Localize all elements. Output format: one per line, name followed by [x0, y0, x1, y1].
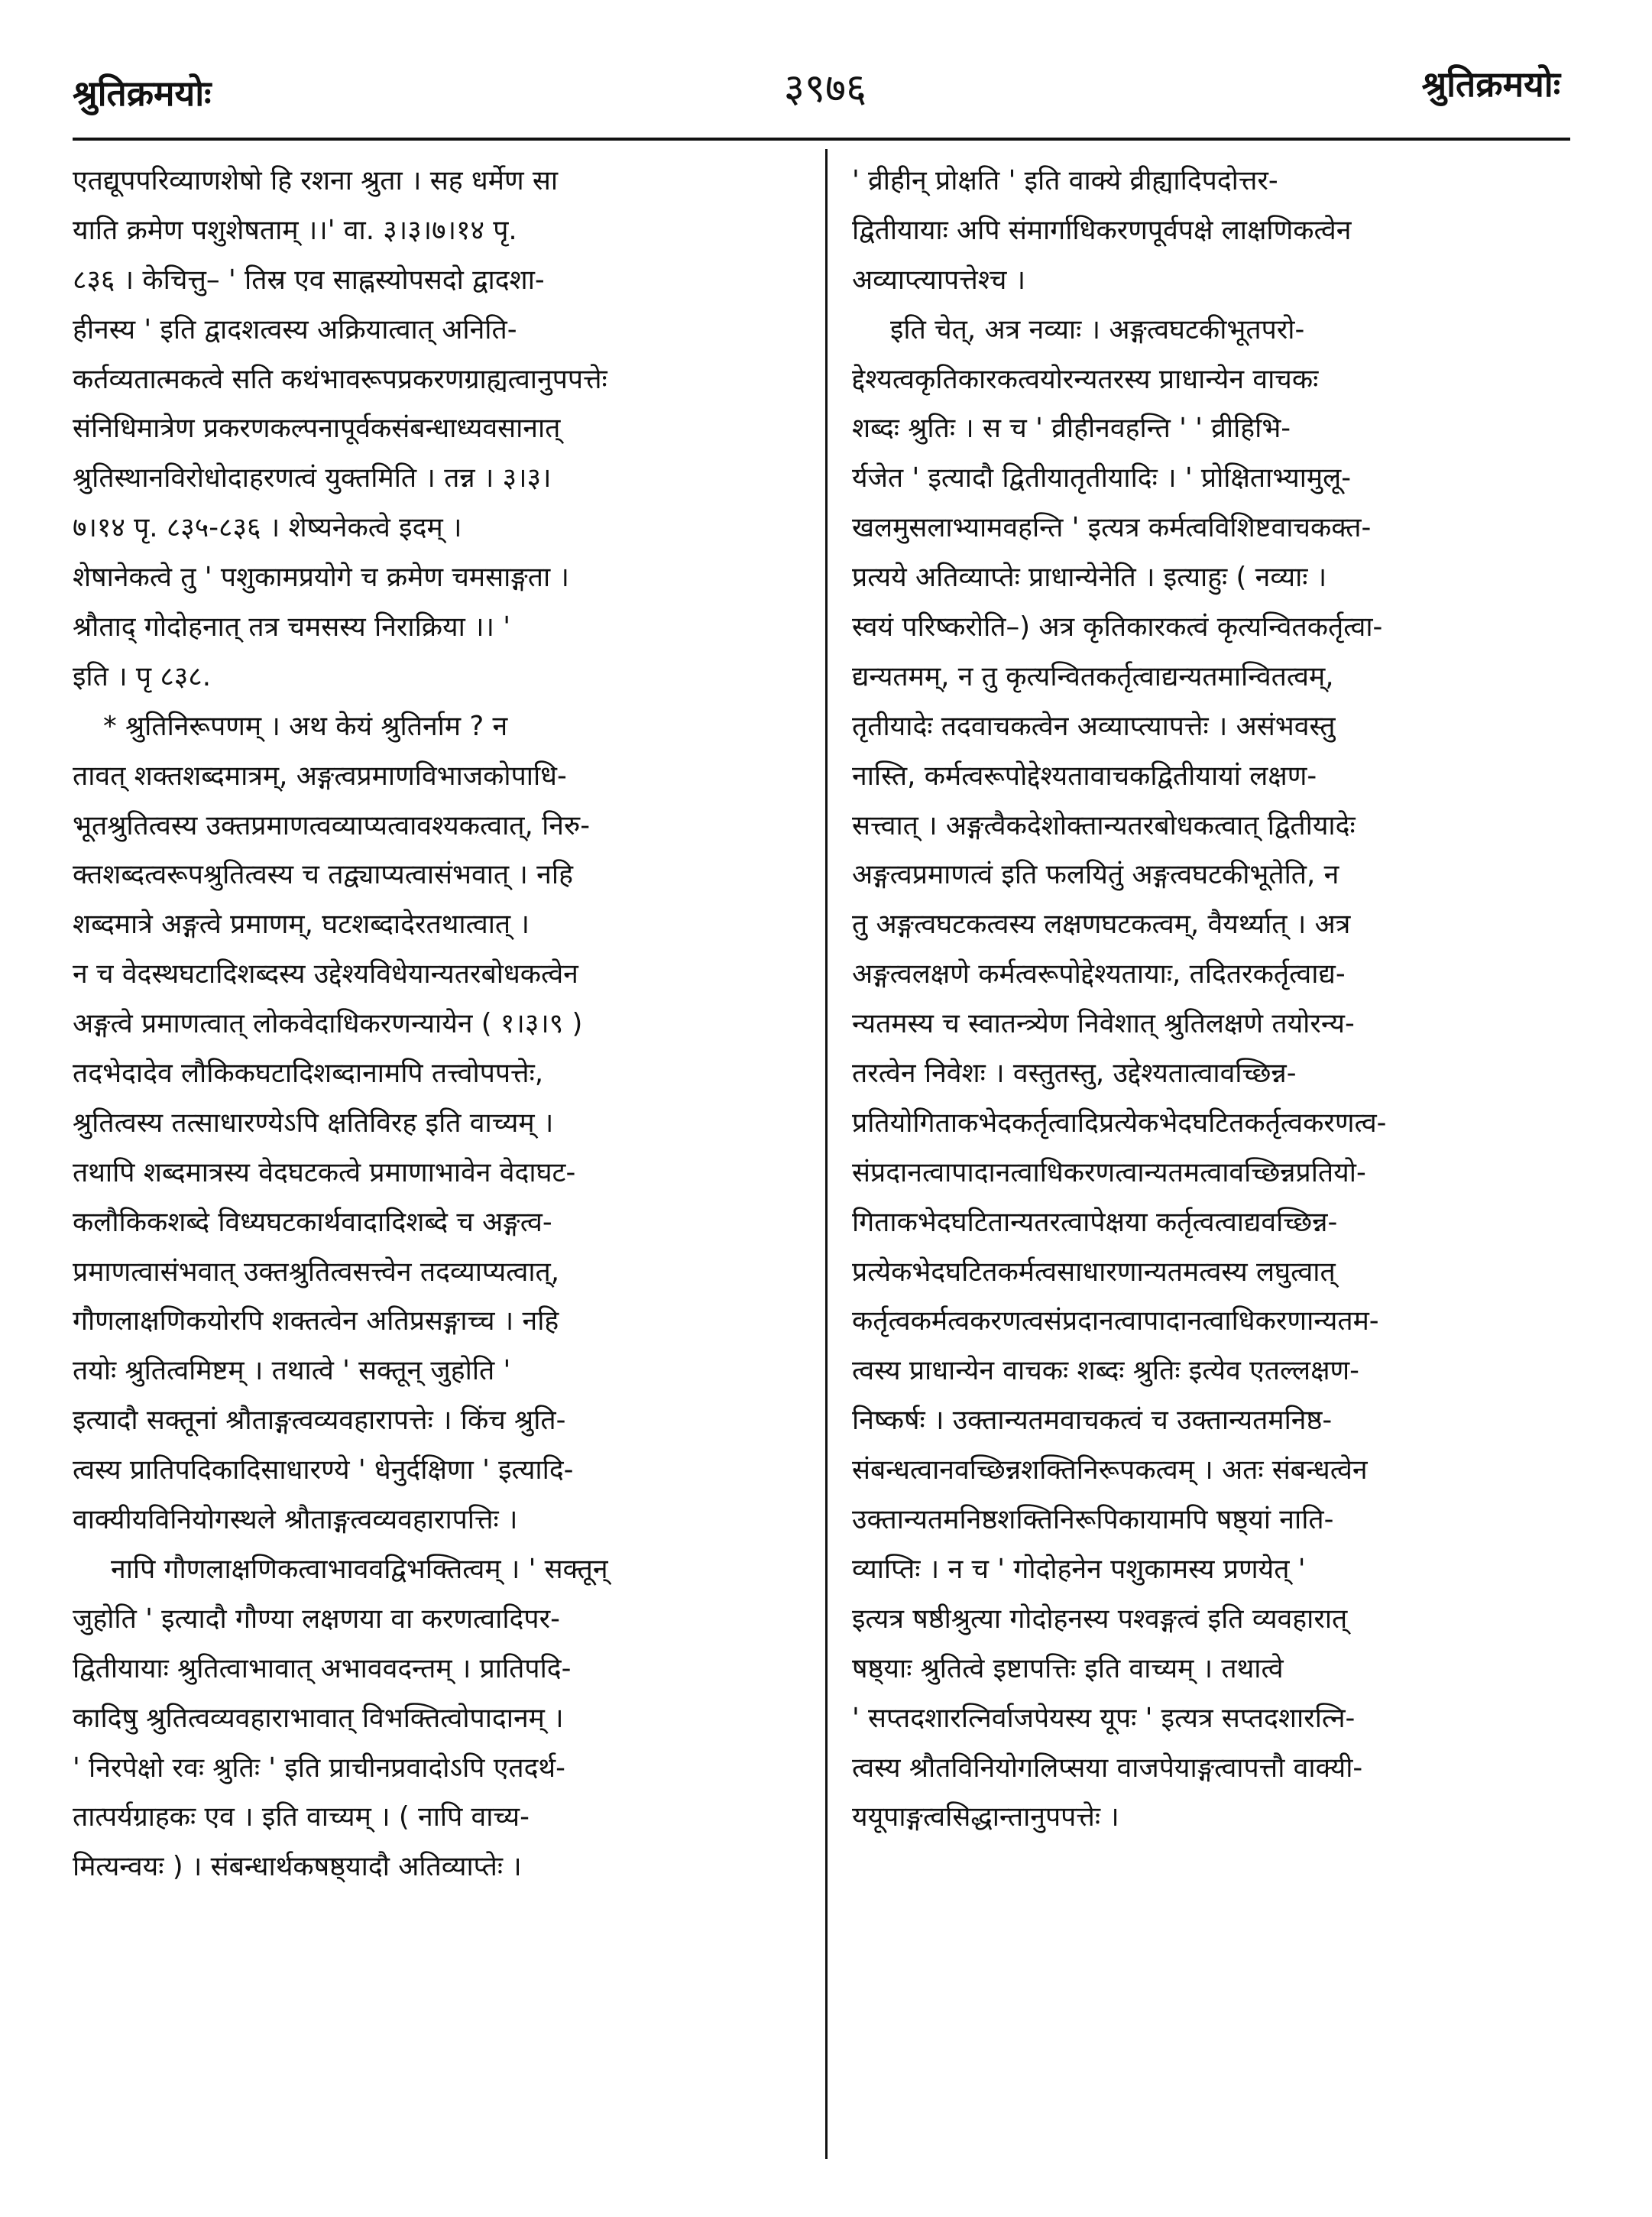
section-heading-line: * श्रुतिनिरूपणम् । अथ केयं श्रुतिर्नाम ? न — [103, 710, 508, 742]
text-line: द्देश्यत्वकृतिकारकत्वयोरन्यतरस्य प्राधान्येन वाचकः — [852, 363, 1319, 395]
text-line: स्वयं परिष्करोति–) अत्र कृतिकारकत्वं कृत्यन्वितकर्तृत्वा- — [852, 611, 1383, 643]
page-header — [0, 46, 1652, 130]
text-line: गौणलाक्षणिकयोरपि शक्तत्वेन अतिप्रसङ्गाच्च । नहि — [73, 1305, 559, 1337]
text-line: त्वस्य श्रौतविनियोगलिप्सया वाजपेयाङ्गत्वापत्तौ वाक्यी- — [852, 1752, 1363, 1784]
text-line: अङ्गत्वे प्रमाणत्वात् लोकवेदाधिकरणन्यायेन ( १।३।९ ) — [73, 1008, 583, 1040]
text-line: कर्तृत्वकर्मत्वकरणत्वसंप्रदानत्वापादानत्वाधिकरणान्यतम- — [852, 1305, 1379, 1337]
text-line: षष्ठ्याः श्रुतित्वे इष्टापत्तिः इति वाच्यम् । तथात्वे — [852, 1652, 1284, 1684]
text-line: प्रतियोगिताकभेदकर्तृत्वादिप्रत्येकभेदघटितकर्तृत्वकरणत्व- — [852, 1107, 1387, 1139]
text-line: त्वस्य प्रातिपदिकादिसाधारण्ये ' धेनुर्दक्षिणा ' इत्यादि- — [73, 1454, 574, 1486]
text-line: अव्याप्त्यापत्तेश्च । — [852, 264, 1026, 296]
text-line: द्यन्यतमम्, न तु कृत्यन्वितकर्तृत्वाद्यन्यतमान्वितत्वम्, — [852, 660, 1334, 692]
text-line: प्रत्येकभेदघटितकर्मत्वसाधारणान्यतमत्वस्य लघुत्वात् — [852, 1256, 1336, 1288]
page-number: ३९७६ — [783, 66, 867, 112]
text-line: इति । पृ ८३८. — [73, 660, 211, 692]
text-line: श्रुतिस्थानविरोधोदाहरणत्वं युक्तमिति । तन्न । ३।३। — [73, 462, 552, 494]
running-head-right: श्रुतिक्रमयोः — [1421, 63, 1560, 105]
text-line: तु अङ्गत्वघटकत्वस्य लक्षणघटकत्वम्, वैयर्थ्यात् । अत्र — [852, 909, 1351, 941]
text-line: शेषानेकत्वे तु ' पशुकामप्रयोगे च क्रमेण चमसाङ्गता । — [73, 562, 569, 594]
text-line: शब्दः श्रुतिः । स च ' व्रीहीनवहन्ति ' ' व्रीहिभि- — [852, 413, 1291, 445]
text-line: ' सप्तदशारत्निर्वाजपेयस्य यूपः ' इत्यत्र सप्तदशारत्नि- — [852, 1702, 1356, 1734]
text-line: तृतीयादेः तदवाचकत्वेन अव्याप्त्यापत्तेः । असंभवस्तु — [852, 710, 1336, 742]
text-line: खलमुसलाभ्यामवहन्ति ' इत्यत्र कर्मत्वविशिष्टवाचकक्त- — [852, 512, 1372, 544]
text-line: हीनस्य ' इति द्वादशत्वस्य अक्रियात्वात् अनिति- — [73, 313, 517, 345]
text-line: गिताकभेदघटितान्यतरत्वापेक्षया कर्तृत्वत्वाद्यवच्छिन्न- — [852, 1206, 1338, 1238]
text-line: अङ्गत्वप्रमाणत्वं इति फलयितुं अङ्गत्वघटकीभूतेति, न — [852, 859, 1339, 891]
left-column — [73, 157, 795, 1892]
text-line: याति क्रमेण पशुशेषताम् ।।' वा. ३।३।७।१४ पृ. — [73, 214, 517, 246]
text-line: प्रमाणत्वासंभवात् उक्तश्रुतित्वसत्त्वेन तदव्याप्यत्वात्, — [73, 1256, 560, 1288]
header-rule — [73, 138, 1570, 141]
text-line: भूतश्रुतित्वस्य उक्तप्रमाणत्वव्याप्यत्वावश्यकत्वात्, निरु- — [73, 809, 591, 841]
text-line: नास्ति, कर्मत्वरूपोद्देश्यतावाचकद्वितीयायां लक्षण- — [852, 760, 1317, 792]
text-line: कलौकिकशब्दे विध्यघटकार्थवादादिशब्दे च अङ्गत्व- — [73, 1206, 552, 1238]
text-line: ' व्रीहीन् प्रोक्षति ' इति वाक्ये व्रीह्यादिपदोत्तर- — [852, 165, 1278, 196]
text-line: त्वस्य प्राधान्येन वाचकः शब्दः श्रुतिः इत्येव एतल्लक्षण- — [852, 1355, 1359, 1387]
text-line: शब्दमात्रे अङ्गत्वे प्रमाणम्, घटशब्दादेरतथात्वात् । — [73, 909, 530, 941]
text-line: अङ्गत्वलक्षणे कर्मत्वरूपोद्देश्यतायाः, तदितरकर्तृत्वाद्य- — [852, 958, 1346, 990]
text-line: तावत् शक्तशब्दमात्रम्, अङ्गत्वप्रमाणविभाजकोपाधि- — [73, 760, 567, 792]
text-line: निष्कर्षः । उक्तान्यतमवाचकत्वं च उक्तान्यतमनिष्ठ- — [852, 1405, 1333, 1437]
column-divider — [825, 149, 828, 2159]
text-line: तात्पर्यग्राहकः एव । इति वाच्यम् । ( नापि वाच्य- — [73, 1801, 530, 1833]
text-line: जुहोति ' इत्यादौ गौण्या लक्षणया वा करणत्वादिपर- — [73, 1603, 560, 1635]
text-line: न्यतमस्य च स्वातन्त्र्येण निवेशात् श्रुतिलक्षणे तयोरन्य- — [852, 1008, 1355, 1040]
text-line: तथापि शब्दमात्रस्य वेदघटकत्वे प्रमाणाभावेन वेदाघट- — [73, 1156, 576, 1188]
text-line: तरत्वेन निवेशः । वस्तुतस्तु, उद्देश्यतात्वावच्छिन्न- — [852, 1058, 1297, 1090]
running-head-left: श्रुतिक्रमयोः — [73, 73, 212, 114]
text-line: वाक्यीयविनियोगस्थले श्रौताङ्गत्वव्यवहारापत्तिः । — [73, 1504, 518, 1536]
text-line: तदभेदादेव लौकिकघटादिशब्दानामपि तत्त्वोपपत्तेः, — [73, 1058, 544, 1090]
text-line: उक्तान्यतमनिष्ठशक्तिनिरूपिकायामपि षष्ठ्यां नाति- — [852, 1504, 1334, 1536]
text-line: ८३६ । केचित्तु– ' तिस्र एव साह्नस्योपसदो द्वादशा- — [73, 264, 545, 296]
text-line: कर्तव्यतात्मकत्वे सति कथंभावरूपप्रकरणग्राह्यत्वानुपपत्तेः — [73, 363, 607, 395]
text-line: श्रौताद् गोदोहनात् तत्र चमसस्य निराक्रिया ।। ' — [73, 611, 511, 643]
text-line: इत्यत्र षष्ठीश्रुत्या गोदोहनस्य पश्वङ्गत्वं इति व्यवहारात् — [852, 1603, 1348, 1635]
text-line: संनिधिमात्रेण प्रकरणकल्पनापूर्वकसंबन्धाध्यवसानात् — [73, 413, 561, 445]
text-line: द्वितीयायाः श्रुतित्वाभावात् अभाववदन्तम् । प्रातिपदि- — [73, 1652, 572, 1684]
text-line: प्रत्यये अतिव्याप्तेः प्राधान्येनेति । इत्याहुः ( नव्याः । — [852, 562, 1327, 594]
text-line: व्याप्तिः । न च ' गोदोहनेन पशुकामस्य प्रणयेत् ' — [852, 1553, 1306, 1585]
text-line: मित्यन्वयः ) । संबन्धार्थकषष्ठ्यादौ अतिव्याप्तेः । — [73, 1851, 522, 1883]
paragraph-start-line: नापि गौणलाक्षणिकत्वाभाववद्विभक्तित्वम् । ' सक्तून् — [111, 1553, 608, 1585]
text-line: क्तशब्दत्वरूपश्रुतित्वस्य च तद्व्याप्यत्वासंभवात् । नहि — [73, 859, 573, 891]
text-line: श्रुतित्वस्य तत्साधारण्येऽपि क्षतिविरह इति वाच्यम् । — [73, 1107, 554, 1139]
text-line: तयोः श्रुतित्वमिष्टम् । तथात्वे ' सक्तून् जुहोति ' — [73, 1355, 511, 1387]
text-line: एतद्यूपपरिव्याणशेषो हि रशना श्रुता । सह धर्मेण सा — [73, 165, 559, 196]
text-line: न च वेदस्थघटादिशब्दस्य उद्देश्यविधेयान्यतरबोधकत्वेन — [73, 958, 578, 990]
text-line: ययूपाङ्गत्वसिद्धान्तानुपपत्तेः । — [852, 1801, 1119, 1833]
text-line: सत्त्वात् । अङ्गत्वैकदेशोक्तान्यतरबोधकत्वात् द्वितीयादेः — [852, 809, 1356, 841]
text-line: र्यजेत ' इत्यादौ द्वितीयातृतीयादिः । ' प्रोक्षिताभ्यामुलू- — [852, 462, 1352, 494]
right-column — [852, 157, 1574, 1843]
text-line: ७।१४ पृ. ८३५-८३६ । शेष्यनेकत्वे इदम् । — [73, 512, 462, 544]
paragraph-start-line: इति चेत्, अत्र नव्याः । अङ्गत्वघटकीभूतपरो- — [890, 313, 1305, 345]
text-line: ' निरपेक्षो रवः श्रुतिः ' इति प्राचीनप्रवादोऽपि एतदर्थ- — [73, 1752, 565, 1784]
text-line: संबन्धत्वानवच्छिन्नशक्तिनिरूपकत्वम् । अतः संबन्धत्वेन — [852, 1454, 1368, 1486]
text-line: कादिषु श्रुतित्वव्यवहाराभावात् विभक्तित्वोपादानम् । — [73, 1702, 564, 1734]
text-line: संप्रदानत्वापादानत्वाधिकरणत्वान्यतमत्वावच्छिन्नप्रतियो- — [852, 1156, 1366, 1188]
text-line: इत्यादौ सक्तूनां श्रौताङ्गत्वव्यवहारापत्तेः । किंच श्रुति- — [73, 1405, 566, 1437]
text-line: द्वितीयायाः अपि संमार्गाधिकरणपूर्वपक्षे लाक्षणिकत्वेन — [852, 214, 1352, 246]
